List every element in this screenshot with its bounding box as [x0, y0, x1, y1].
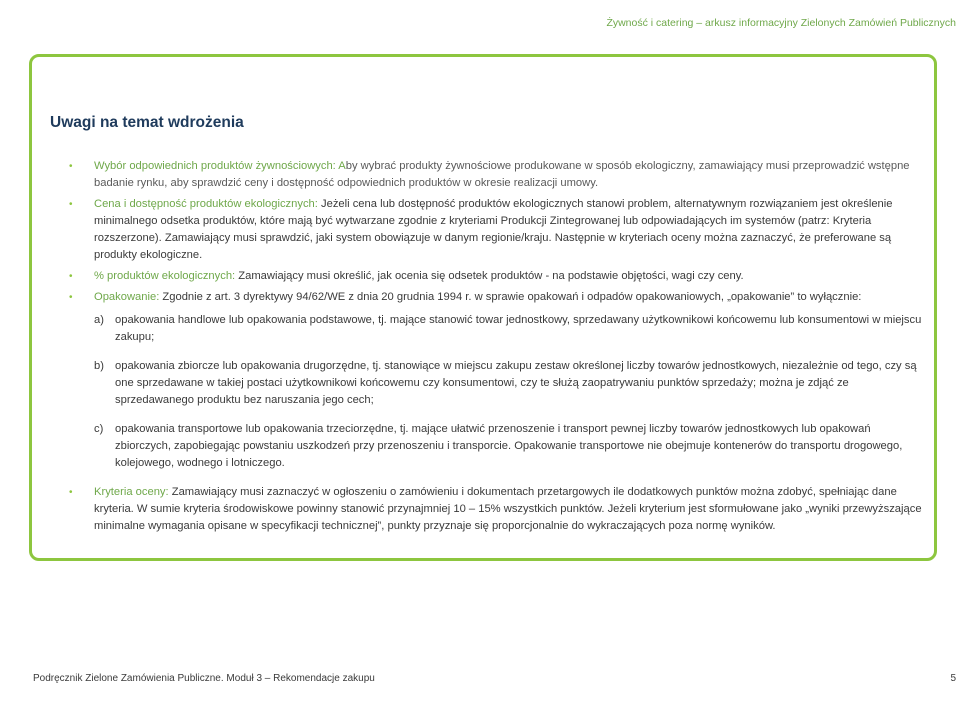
note-text: Zgodnie z art. 3 dyrektywy 94/62/WE z dnia 20 grudnia 1994 r. w sprawie opakowań i odpadów opakowaniowych, „opakowanie” to wyłącznie: [159, 291, 862, 303]
packaging-types-list [94, 312, 925, 472]
packaging-type-transport [94, 421, 925, 472]
list-marker: c) [94, 423, 104, 435]
notes-list [67, 158, 925, 535]
implementation-notes-panel [29, 54, 937, 561]
list-item-text: opakowania zbiorcze lub opakowania drugorzędne, tj. stanowiące w miejscu zakupu zestaw określonej liczby towarów jednostkowych, niezależnie od tego, czy są one sprzedawane w takiej postaci użytkownikowi końcowemu czy konsumentowi, czy te służą zaopatrywaniu punktów sprzedaży; można je zdjąć ze sprzedawanego produktu bez naruszania jego cech; [115, 360, 917, 406]
note-label: % produktów ekologicznych: [94, 270, 236, 282]
note-label: Wybór odpowiednich produktów żywnościowych: A [94, 160, 346, 172]
list-item-text: opakowania transportowe lub opakowania trzeciorzędne, tj. mające ułatwić przenoszenie i transport pewnej liczby towarów jednostkowych lub opakowań zbiorczych, zapobiegając powstaniu uszkodzeń przy przenoszeniu i transporcie. Opakowanie transportowe nie obejmuje kontenerów do transportu drogowego, kolejowego, wodnego i lotniczego. [115, 423, 903, 469]
note-text: Zamawiający musi określić, jak ocenia się odsetek produktów - na podstawie objętości, wagi czy ceny. [235, 270, 744, 282]
note-text: Zamawiający musi zaznaczyć w ogłoszeniu o zamówieniu i dokumentach przetargowych ile dodatkowych punktów można zdobyć, spełniając dane kryteria. W sumie kryteria środowiskowe powinny stanowić przynajmniej 10 – 15% wszystkich punktów. Jeżeli kryterium jest sformułowane jako „wyniki przewyższające minimalne wymagania opisane w specyfikacji technicznej”, punkty przyznaje się proporcjonalnie do wykraczających poza normę wyników. [94, 486, 922, 532]
note-packaging [67, 289, 925, 472]
note-text: Jeżeli cena lub dostępność produktów ekologicznych stanowi problem, alternatywnym rozwiązaniem jest określenie minimalnego odsetka produktów, które mają być wytwarzane zgodnie z kryteriami Produkcji Zintegrowanej lub odpowiadających im systemów (patrz: Kryteria rozszerzone). Zamawiający musi sprawdzić, jaki system obowiązuje w danym regionie/kraju. Następnie w kryteriach oceny można zaznaczyć, że preferowane są produkty ekologiczne. [94, 198, 893, 261]
page-number: 5 [950, 673, 956, 684]
panel-title: Uwagi na temat wdrożenia [50, 114, 244, 131]
note-price-availability [67, 196, 925, 264]
packaging-type-primary [94, 312, 925, 346]
note-label: Opakowanie: [94, 291, 160, 303]
note-award-criteria [67, 484, 925, 535]
note-text: by wybrać produkty żywnościowe produkowane w sposób ekologiczny, zamawiający musi przeprowadzić wstępne badanie rynku, aby sprawdzić ceny i dostępność odpowiednich produktów w okresie realizacji umowy. [94, 160, 910, 189]
panel-content [67, 158, 925, 539]
list-marker: b) [94, 360, 104, 372]
note-label: Kryteria oceny: [94, 486, 169, 498]
note-product-selection [67, 158, 925, 192]
list-marker: a) [94, 314, 104, 326]
note-organic-percentage [67, 268, 925, 285]
list-item-text: opakowania handlowe lub opakowania podstawowe, tj. mające stanowić towar jednostkowy, sprzedawany użytkownikowi końcowemu lub konsumentowi w miejscu zakupu; [115, 314, 922, 343]
running-header: Żywność i catering – arkusz informacyjny Zielonych Zamówień Publicznych [606, 17, 956, 29]
note-label: Cena i dostępność produktów ekologicznych: [94, 198, 318, 210]
running-footer: Podręcznik Zielone Zamówienia Publiczne. Moduł 3 – Rekomendacje zakupu [33, 673, 375, 684]
packaging-type-secondary [94, 358, 925, 409]
